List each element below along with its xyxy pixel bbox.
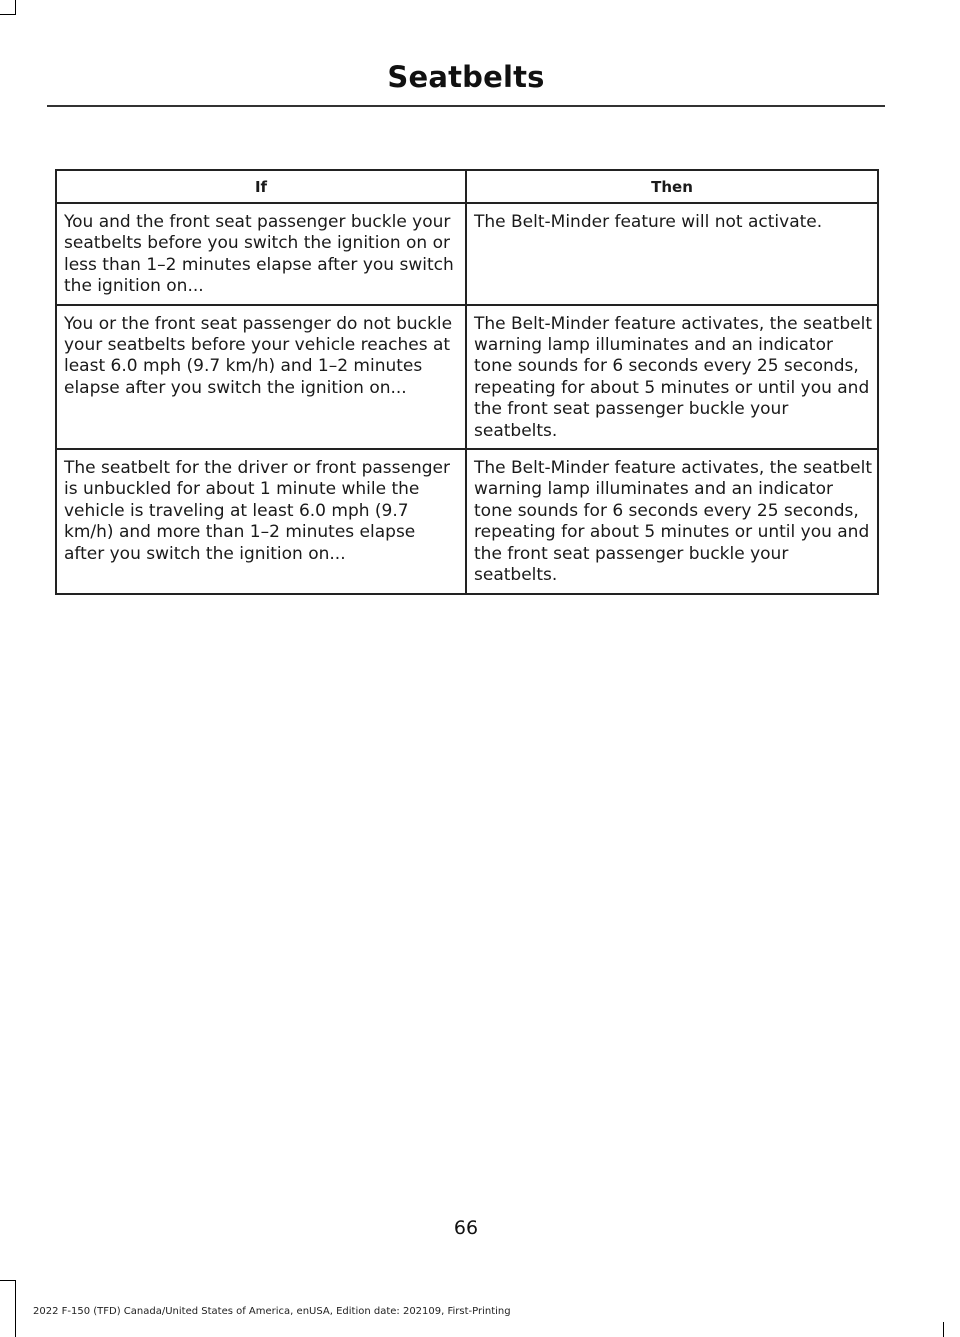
table-row [56,203,878,305]
table-cell-if: The seatbelt for the driver or front passenger is unbuckled for about 1 minute while the vehicle is traveling at least 6.0 mph (9.7 km/h) and more than 1–2 minutes elapse after you switch the ignition on... [56,449,466,593]
belt-minder-table [55,169,879,595]
crop-mark-bottom-left [15,1280,16,1337]
crop-mark-top-left [0,14,15,15]
crop-mark-bottom-left-horizontal [0,1280,15,1281]
page-title: Seatbelts [387,60,545,94]
footer-edition-info: 2022 F-150 (TFD) Canada/United States of America, enUSA, Edition date: 202109, First-Printing [33,1306,511,1317]
crop-mark-top-left-vertical [15,0,16,15]
table-cell-if: You or the front seat passenger do not buckle your seatbelts before your vehicle reaches at least 6.0 mph (9.7 km/h) and 1–2 minutes elapse after you switch the ignition on... [56,305,466,449]
table-cell-if: You and the front seat passenger buckle your seatbelts before you switch the ignition on or less than 1–2 minutes elapse after you switch the ignition on... [56,203,466,305]
crop-mark-bottom-right [943,1322,944,1337]
page-number: 66 [453,1217,479,1239]
table-row [56,305,878,449]
title-divider [47,105,885,107]
column-header-if: If [56,170,466,203]
table-header-row [56,170,878,203]
table-cell-then: The Belt-Minder feature activates, the seatbelt warning lamp illuminates and an indicator tone sounds for 6 seconds every 25 seconds, repeating for about 5 minutes or until you and the front seat passenger buckle your seatbelts. [466,305,878,449]
table-cell-then: The Belt-Minder feature will not activate. [466,203,878,305]
table-cell-then: The Belt-Minder feature activates, the seatbelt warning lamp illuminates and an indicator tone sounds for 6 seconds every 25 seconds, repeating for about 5 minutes or until you and the front seat passenger buckle your seatbelts. [466,449,878,593]
table-row [56,449,878,593]
column-header-then: Then [466,170,878,203]
